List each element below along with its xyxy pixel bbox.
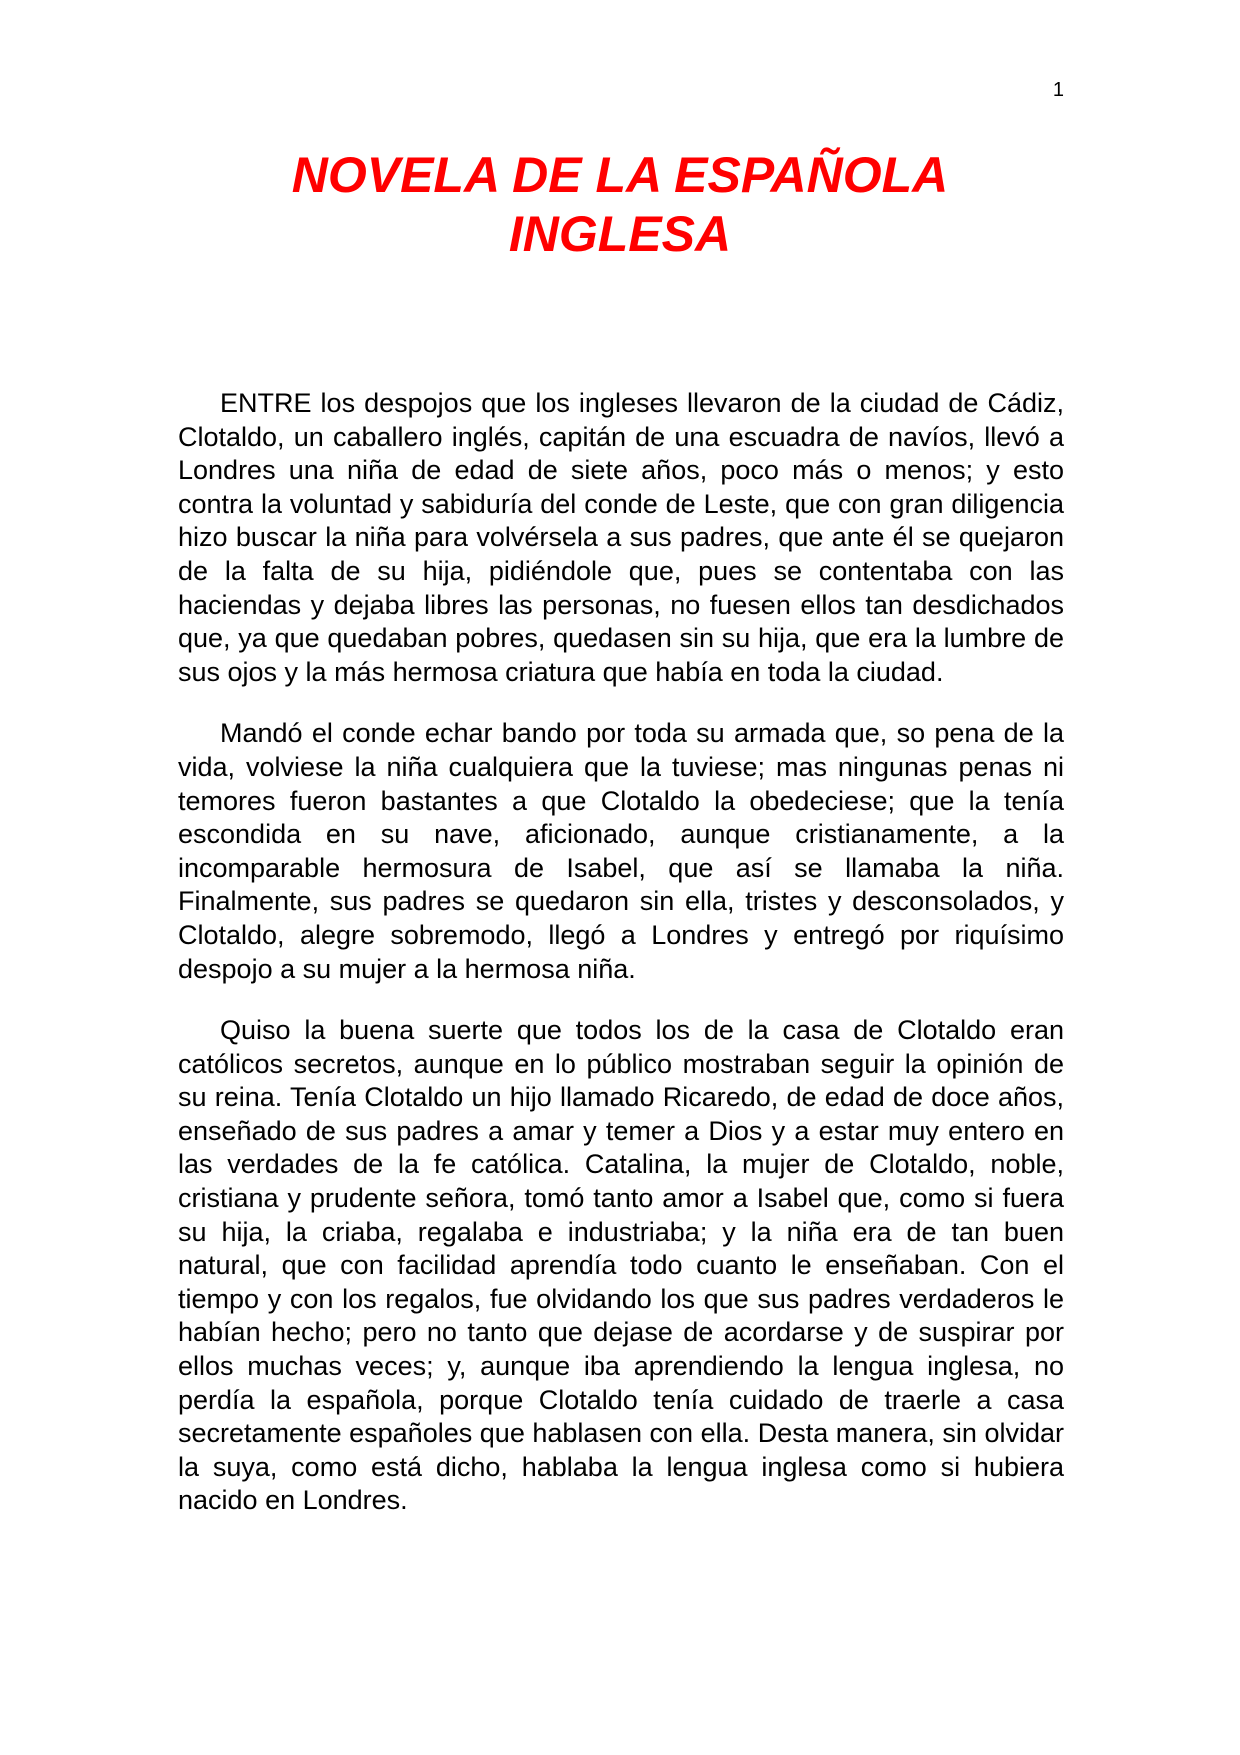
title-line-2: INGLESA (508, 206, 732, 262)
paragraph-3: Quiso la buena suerte que todos los de la casa de Clotaldo eran católicos secretos, aunque en lo público mostraban seguir la opinión de su reina. Tenía Clotaldo un hijo llamado Ricaredo, de edad de doce años, enseñado de sus padres a amar y temer a Dios y a estar muy entero en las verdades de la fe católica. Catalina, la mujer de Clotaldo, noble, cristiana y prudente señora, tomó tanto amor a Isabel que, como si fuera su hija, la criaba, regalaba e industriaba; y la niña era de tan buen natural, que con facilidad aprendía todo cuanto le enseñaban. Con el tiempo y con los regalos, fue olvidando los que sus padres verdaderos le habían hecho; pero no tanto que dejase de acordarse y de suspirar por ellos muchas veces; y, aunque iba aprendiendo la lengua inglesa, no perdía la española, porque Clotaldo tenía cuidado de traerle a casa secretamente españoles que hablasen con ella. Desta manera, sin olvidar la suya, como está dicho, hablaba la lengua inglesa como si hubiera nacido en Londres. (178, 1015, 1064, 1516)
paragraph-2: Mandó el conde echar bando por toda su armada que, so pena de la vida, volviese la niña cualquiera que la tuviese; mas ningunas penas ni temores fueron bastantes a que Clotaldo la obedeciese; que la tenía escondida en su nave, aficionado, aunque cristianamente, a la incomparable hermosura de Isabel, que así se llamaba la niña. Finalmente, sus padres se quedaron sin ella, tristes y desconsolados, y Clotaldo, alegre sobremodo, llegó a Londres y entregó por riquísimo despojo a su mujer a la hermosa niña. (178, 718, 1064, 984)
page-title (180, 146, 1060, 264)
page-number: 1 (1052, 79, 1064, 101)
title-line-1: NOVELA DE LA ESPAÑOLA (291, 147, 949, 203)
paragraph-1: ENTRE los despojos que los ingleses llevaron de la ciudad de Cádiz, Clotaldo, un caballero inglés, capitán de una escuadra de navíos, llevó a Londres una niña de edad de siete años, poco más o menos; y esto contra la voluntad y sabiduría del conde de Leste, que con gran diligencia hizo buscar la niña para volvérsela a sus padres, que ante él se quejaron de la falta de su hija, pidiéndole que, pues se contentaba con las haciendas y dejaba libres las personas, no fuesen ellos tan desdichados que, ya que quedaban pobres, quedasen sin su hija, que era la lumbre de sus ojos y la más hermosa criatura que había en toda la ciudad. (178, 388, 1064, 687)
body-text (178, 387, 1064, 1546)
